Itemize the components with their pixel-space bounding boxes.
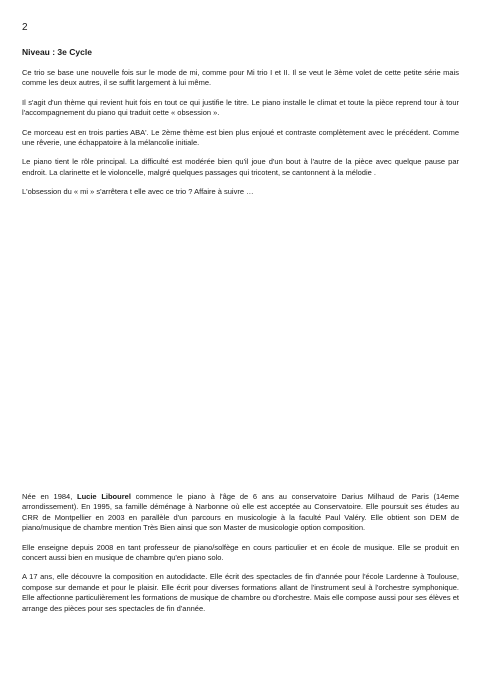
piece-description	[22, 68, 459, 207]
composer-name: Lucie Libourel	[77, 492, 131, 501]
biography-paragraph: Elle enseigne depuis 2008 en tant professeur de piano/solfège en cours particulier et en école de musique. Elle se produit en concert aussi bien en musique de chambre qu'en piano solo.	[22, 542, 459, 563]
biography-paragraph: A 17 ans, elle découvre la composition en autodidacte. Elle écrit des spectacles de fin d'année pour l'école Lardenne à Toulouse, compose sur demande et pour le plaisir. Elle écrit pour diverses formations allant de l'instrument seul à l'orchestre symphonique. Elle affectionne particulièrement les formations de musique de chambre ou d'orchestre. Mais elle compose aussi pour ses élèves et arrange des pièces pour ses spectacles de fin d'année.	[22, 572, 459, 613]
page-number: 2	[22, 22, 28, 33]
biography-paragraph	[22, 492, 459, 534]
description-paragraph: L'obsession du « mi » s'arrêtera t elle avec ce trio ? Affaire à suivre …	[22, 187, 254, 197]
description-paragraph: Ce morceau est en trois parties ABA'. Le 2ème thème est bien plus enjoué et contraste complètement avec le précédent. Comme une rêverie, une échappatoire à la mélancolie initiale.	[22, 127, 459, 148]
description-paragraph: Il s'agit d'un thème qui revient huit fois en tout ce qui justifie le titre. Le piano installe le climat et toute la pièce reprend tour à tour l'accompagnement du piano qui traduit cette « obsession ».	[22, 97, 459, 118]
description-paragraph: Le piano tient le rôle principal. La difficulté est modérée bien qu'il joue d'un bout à l'autre de la pièce avec quelque pause par endroit. La clarinette et le violoncelle, malgré quelques passages qui tricotent, se cantonnent à la mélodie .	[22, 157, 459, 177]
biography-intro: Née en 1984,	[22, 492, 78, 501]
biography-text: commence le piano à l'âge de 6 ans au conservatoire Darius Milhaud de Paris (14eme arrondissement). En 1995, sa famille déménage à Narbonne où elle est acceptée au Conservatoire. Elle poursuit ses études au CRR de Montpellier en 2003 en parallèle d'un parcours en musicologie à la faculté Paul Valéry. Elle obtient son DEM de piano/musique de chambre mention Très Bien ainsi que son Master de musicologie option composition.	[22, 492, 459, 533]
description-paragraph: Ce trio se base une nouvelle fois sur le mode de mi, comme pour Mi trio I et II. Il se veut le 3ème volet de cette petite série mais comme les deux autres, il se suffit largement à lui même.	[22, 68, 459, 88]
composer-biography	[22, 492, 459, 623]
level-heading: Niveau : 3e Cycle	[22, 47, 92, 57]
